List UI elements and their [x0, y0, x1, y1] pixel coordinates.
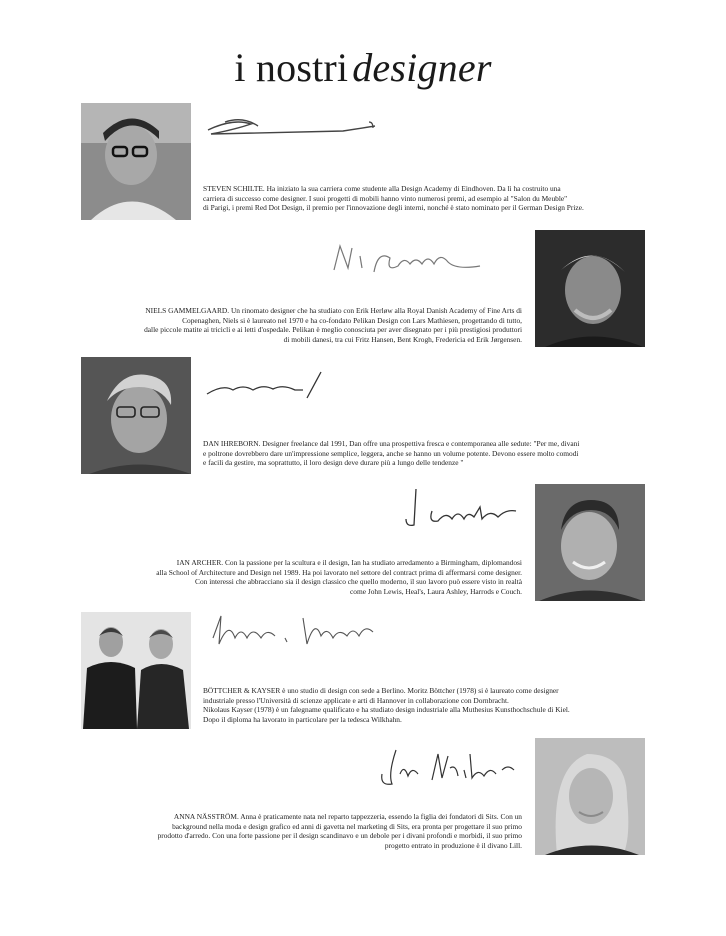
bio-line: NIELS GAMMELGAARD. Un rinomato designer che ha studiato con Erik Herløw alla Royal Danish Academy of Fine Arts di [145, 306, 522, 315]
bio-ian-archer [85, 558, 522, 596]
bio-line: dalle piccole matite ai tricicli e ai letti d'ospedale. Pelikan è meglio conosciuta per aver disegnato per i più prestigiosi produttori [144, 325, 522, 335]
bio-line: Dopo il diploma ha lavorato in particolare per la tedesca Wilkhahn. [203, 714, 402, 724]
page-title [0, 44, 726, 92]
bio-anna-nasstrom [85, 812, 522, 850]
signature-anna-nasstrom [378, 744, 524, 792]
bio-line: e poltrone dovrebbero dare un'impressione semplice, leggera, anche se hanno un volume potente. Devono essere molto comodi [203, 448, 579, 458]
bio-line: background nella moda e design grafico ed anni di gavetta nel marketing di Sits, era pronta per progettare il suo primo [172, 821, 522, 831]
bio-niels-gammelgaard [85, 306, 522, 344]
title-regular: i nostri [234, 45, 349, 90]
bio-line: di mobili danesi, tra cui Fritz Hansen, Bent Krogh, Fredericia ed Erik Jørgensen. [283, 334, 522, 344]
signature-bottcher-kayser [207, 608, 379, 656]
bio-line: DAN IHREBORN. Designer freelance dal 1991, Dan offre una prospettiva fresca e contemporanea alle sedute: "Per me, divani [203, 439, 580, 448]
bio-line: STEVEN SCHILTE. Ha iniziato la sua carriera come studente alla Design Academy di Eindhoven. Da lì ha costruito una [203, 184, 561, 193]
bio-steven-schilte [203, 184, 584, 213]
title-italic: designer [352, 45, 492, 90]
bio-line: e facili da gestire, ma soprattutto, il loro design deve durare più a lungo delle tendenze " [203, 458, 464, 468]
bio-line: BÖTTCHER & KAYSER è uno studio di design con sede a Berlino. Moritz Böttcher (1978) si è laureato come designer [203, 686, 559, 695]
signature-niels-gammelgaard [330, 236, 490, 284]
portrait-steven-schilte [81, 103, 191, 220]
portrait-dan-ihreborn [81, 357, 191, 474]
signature-steven-schilte [203, 104, 383, 152]
bio-line: Nikolaus Kayser (1978) è un falegname qualificato e ha studiato design industriale alla Muthesius Kunsthochschule di Kiel. [203, 705, 570, 715]
bio-line: di Parigi, i premi Red Dot Design, il premio per l'innovazione degli interni, nonché è stato nominato per il German Design Prize. [203, 203, 584, 213]
bio-line: progetto entrato in produzione è il divano Lill. [384, 840, 522, 850]
bio-line: IAN ARCHER. Con la passione per la scultura e il design, Ian ha studiato arredamento a Birmingham, diplomandosi [176, 558, 522, 567]
bio-dan-ihreborn [203, 439, 579, 468]
signature-ian-archer [402, 485, 524, 533]
bio-line: ANNA NÄSSTRÖM. Anna è praticamente nata nel reparto tappezzeria, essendo la figlia dei fondatori di Sits. Con un [173, 812, 522, 821]
bio-line: carriera di successo come designer. I suoi progetti di mobili hanno vinto numerosi premi, ad esempio al "Salon du Meuble" [203, 193, 568, 203]
signature-dan-ihreborn [203, 362, 333, 410]
portrait-bottcher-kayser [81, 612, 191, 729]
bio-line: come John Lewis, Heal's, Laura Ashley, Harrods e Couch. [349, 586, 522, 596]
bio-line: Con interessi che abbracciano sia il design classico che quello moderno, il suo lavoro può essere visto in realtà [195, 577, 522, 587]
portrait-niels-gammelgaard [535, 230, 645, 347]
bio-line: alla School of Architecture and Design nel 1989. Ha poi lavorato nel settore del contract prima di affermarsi come designer. [156, 567, 522, 577]
bio-line: industriale presso l'Università di scienze applicate e arti di Hannover in collaborazione con Dornbracht. [203, 695, 509, 705]
bio-bottcher-kayser [203, 686, 570, 724]
portrait-ian-archer [535, 484, 645, 601]
bio-line: Copenaghen, Niels si è laureato nel 1970 e ha co-fondato Pelikan Design con Lars Mathiesen, progettando di tutto, [182, 315, 522, 325]
bio-line: prodotto d'arredo. Con una forte passione per il design scandinavo e un debole per i divani profondi e morbidi, il suo primo [157, 831, 522, 841]
portrait-anna-nasstrom [535, 738, 645, 855]
